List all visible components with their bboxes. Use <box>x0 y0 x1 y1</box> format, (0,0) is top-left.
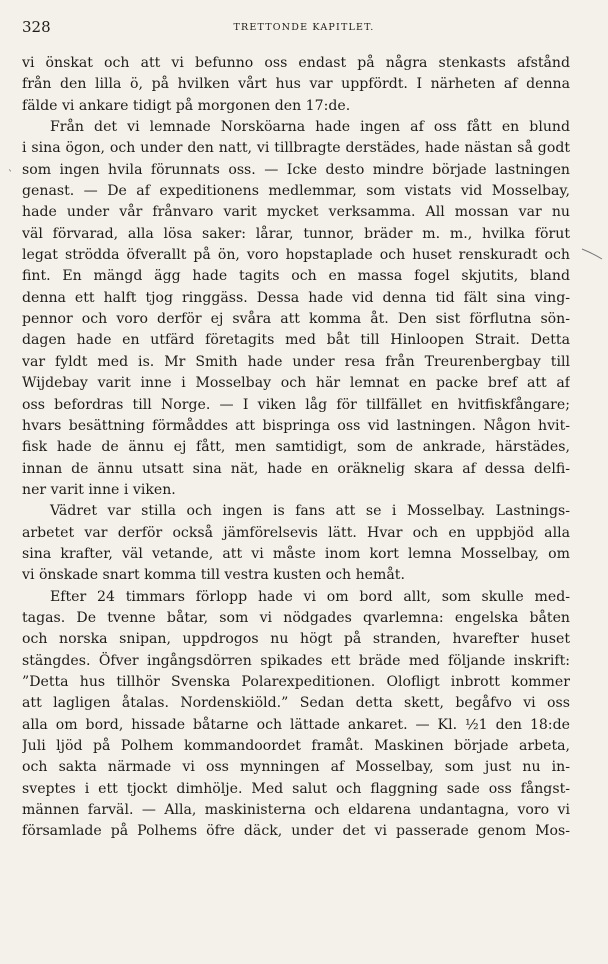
text-line: vi önskade snart komma till vestra kusten och hemåt. <box>22 567 405 584</box>
text-line: hade under vår frånvaro varit mycket verksamma. All mossan var nu <box>22 204 570 221</box>
running-title: TRETTONDE KAPITLET. <box>233 22 375 33</box>
text-line: fint. En mängd ägg hade tagits och en massa fogel skjutits, bland <box>22 268 570 285</box>
text-line: Wijdebay varit inne i Mosselbay och här lemnat en packe bref att af <box>22 375 570 392</box>
text-line: ”Detta hus tillhör Svenska Polarexpeditionen. Olofligt inbrott kommer <box>22 673 570 690</box>
margin-mark: ` <box>8 170 13 181</box>
text-line: och norska snipan, uppdrogos nu högt på stranden, hvarefter huset <box>22 631 570 648</box>
text-line: vi önskat och att vi befunno oss endast på några stenkasts afstånd <box>22 55 570 71</box>
text-line: genast. — De af expeditionens medlemmar, som vistats vid Mosselbay, <box>22 183 570 200</box>
margin-pencil-mark <box>580 247 604 261</box>
text-line: oss befordras till Norge. — I viken låg för tillfället en hvitfiskfångare; <box>22 396 570 413</box>
text-line: ner varit inne i viken. <box>22 481 176 498</box>
text-line: denna ett halft tjog ringgäss. Dessa hade vid denna tid fält sina ving- <box>22 289 570 306</box>
text-line: sina krafter, väl vetande, att vi måste inom kort lemna Mosselbay, om <box>22 545 570 562</box>
text-line: stängdes. Öfver ingångsdörren spikades ett bräde med följande inskrift: <box>22 652 570 669</box>
text-line: tagas. De tvenne båtar, som vi nödgades qvarlemna: engelska båten <box>22 609 570 626</box>
text-line: från den lilla ö, på hvilken vårt hus var uppfördt. I närheten af denna <box>22 76 570 93</box>
text-line: männen farväl. — Alla, maskinisterna och eldarena undantagna, voro vi <box>22 802 570 819</box>
text-line: som ingen hvila förunnats oss. — Icke desto mindre började lastningen <box>22 161 570 178</box>
text-line: pennor och voro derför ej svåra att komma åt. Den sist förflutna sön- <box>22 311 570 328</box>
text-line: Från det vi lemnade Norsköarna hade ingen af oss fått en blund <box>50 119 570 136</box>
text-line: församlade på Polhems öfre däck, under det vi passerade genom Mos- <box>22 823 570 840</box>
body-text <box>22 53 570 843</box>
text-line: och sakta närmade vi oss mynningen af Mosselbay, som just nu in- <box>22 759 570 776</box>
text-line: fälde vi ankare tidigt på morgonen den 17:de. <box>22 97 351 114</box>
text-line: Efter 24 timmars förlopp hade vi om bord allt, som skulle med- <box>50 588 570 605</box>
text-line: i sina ögon, och under den natt, vi tillbragte derstädes, hade nästan så godt <box>22 140 570 157</box>
text-line: Juli ljöd på Polhem kommandoordet framåt. Maskinen började arbeta, <box>22 738 570 754</box>
text-line: hvars besättning förmåddes att bispringa oss vid lastningen. Någon hvit- <box>22 417 570 434</box>
text-line: legat strödda öfverallt på ön, voro hopstaplade och huset renskuradt och <box>22 247 570 264</box>
text-line: Vädret var stilla och ingen is fans att se i Mosselbay. Lastnings- <box>50 503 570 520</box>
text-line: sveptes i ett tjockt dimhölje. Med salut och flaggning sade oss fångst- <box>22 780 570 797</box>
text-line: dagen hade en utfärd företagits med båt till Hinloopen Strait. Detta <box>22 332 570 349</box>
text-line: innan de ännu utsatt sina nät, hade en oräknelig skara af dessa delfi- <box>22 460 570 477</box>
text-line: alla om bord, hissade båtarne och lättade ankaret. — Kl. ½1 den 18:de <box>22 716 570 733</box>
page-header <box>22 12 586 38</box>
text-line: väl förvarad, alla lösa saker: lårar, tunnor, bräder m. m., hvilka förut <box>22 225 570 242</box>
text-line: att lagligen åtalas. Nordenskiöld.” Sedan detta skett, begåfvo vi oss <box>22 695 570 712</box>
text-line: arbetet var derför också jämförelsevis lätt. Hvar och en uppbjöd alla <box>22 524 570 541</box>
text-line: var fyldt med is. Mr Smith hade under resa från Treurenbergbay till <box>22 353 570 370</box>
text-line: fisk hade de ännu ej fått, men samtidigt, som de ankrade, härstädes, <box>22 439 570 456</box>
page-number: 328 <box>22 18 51 36</box>
